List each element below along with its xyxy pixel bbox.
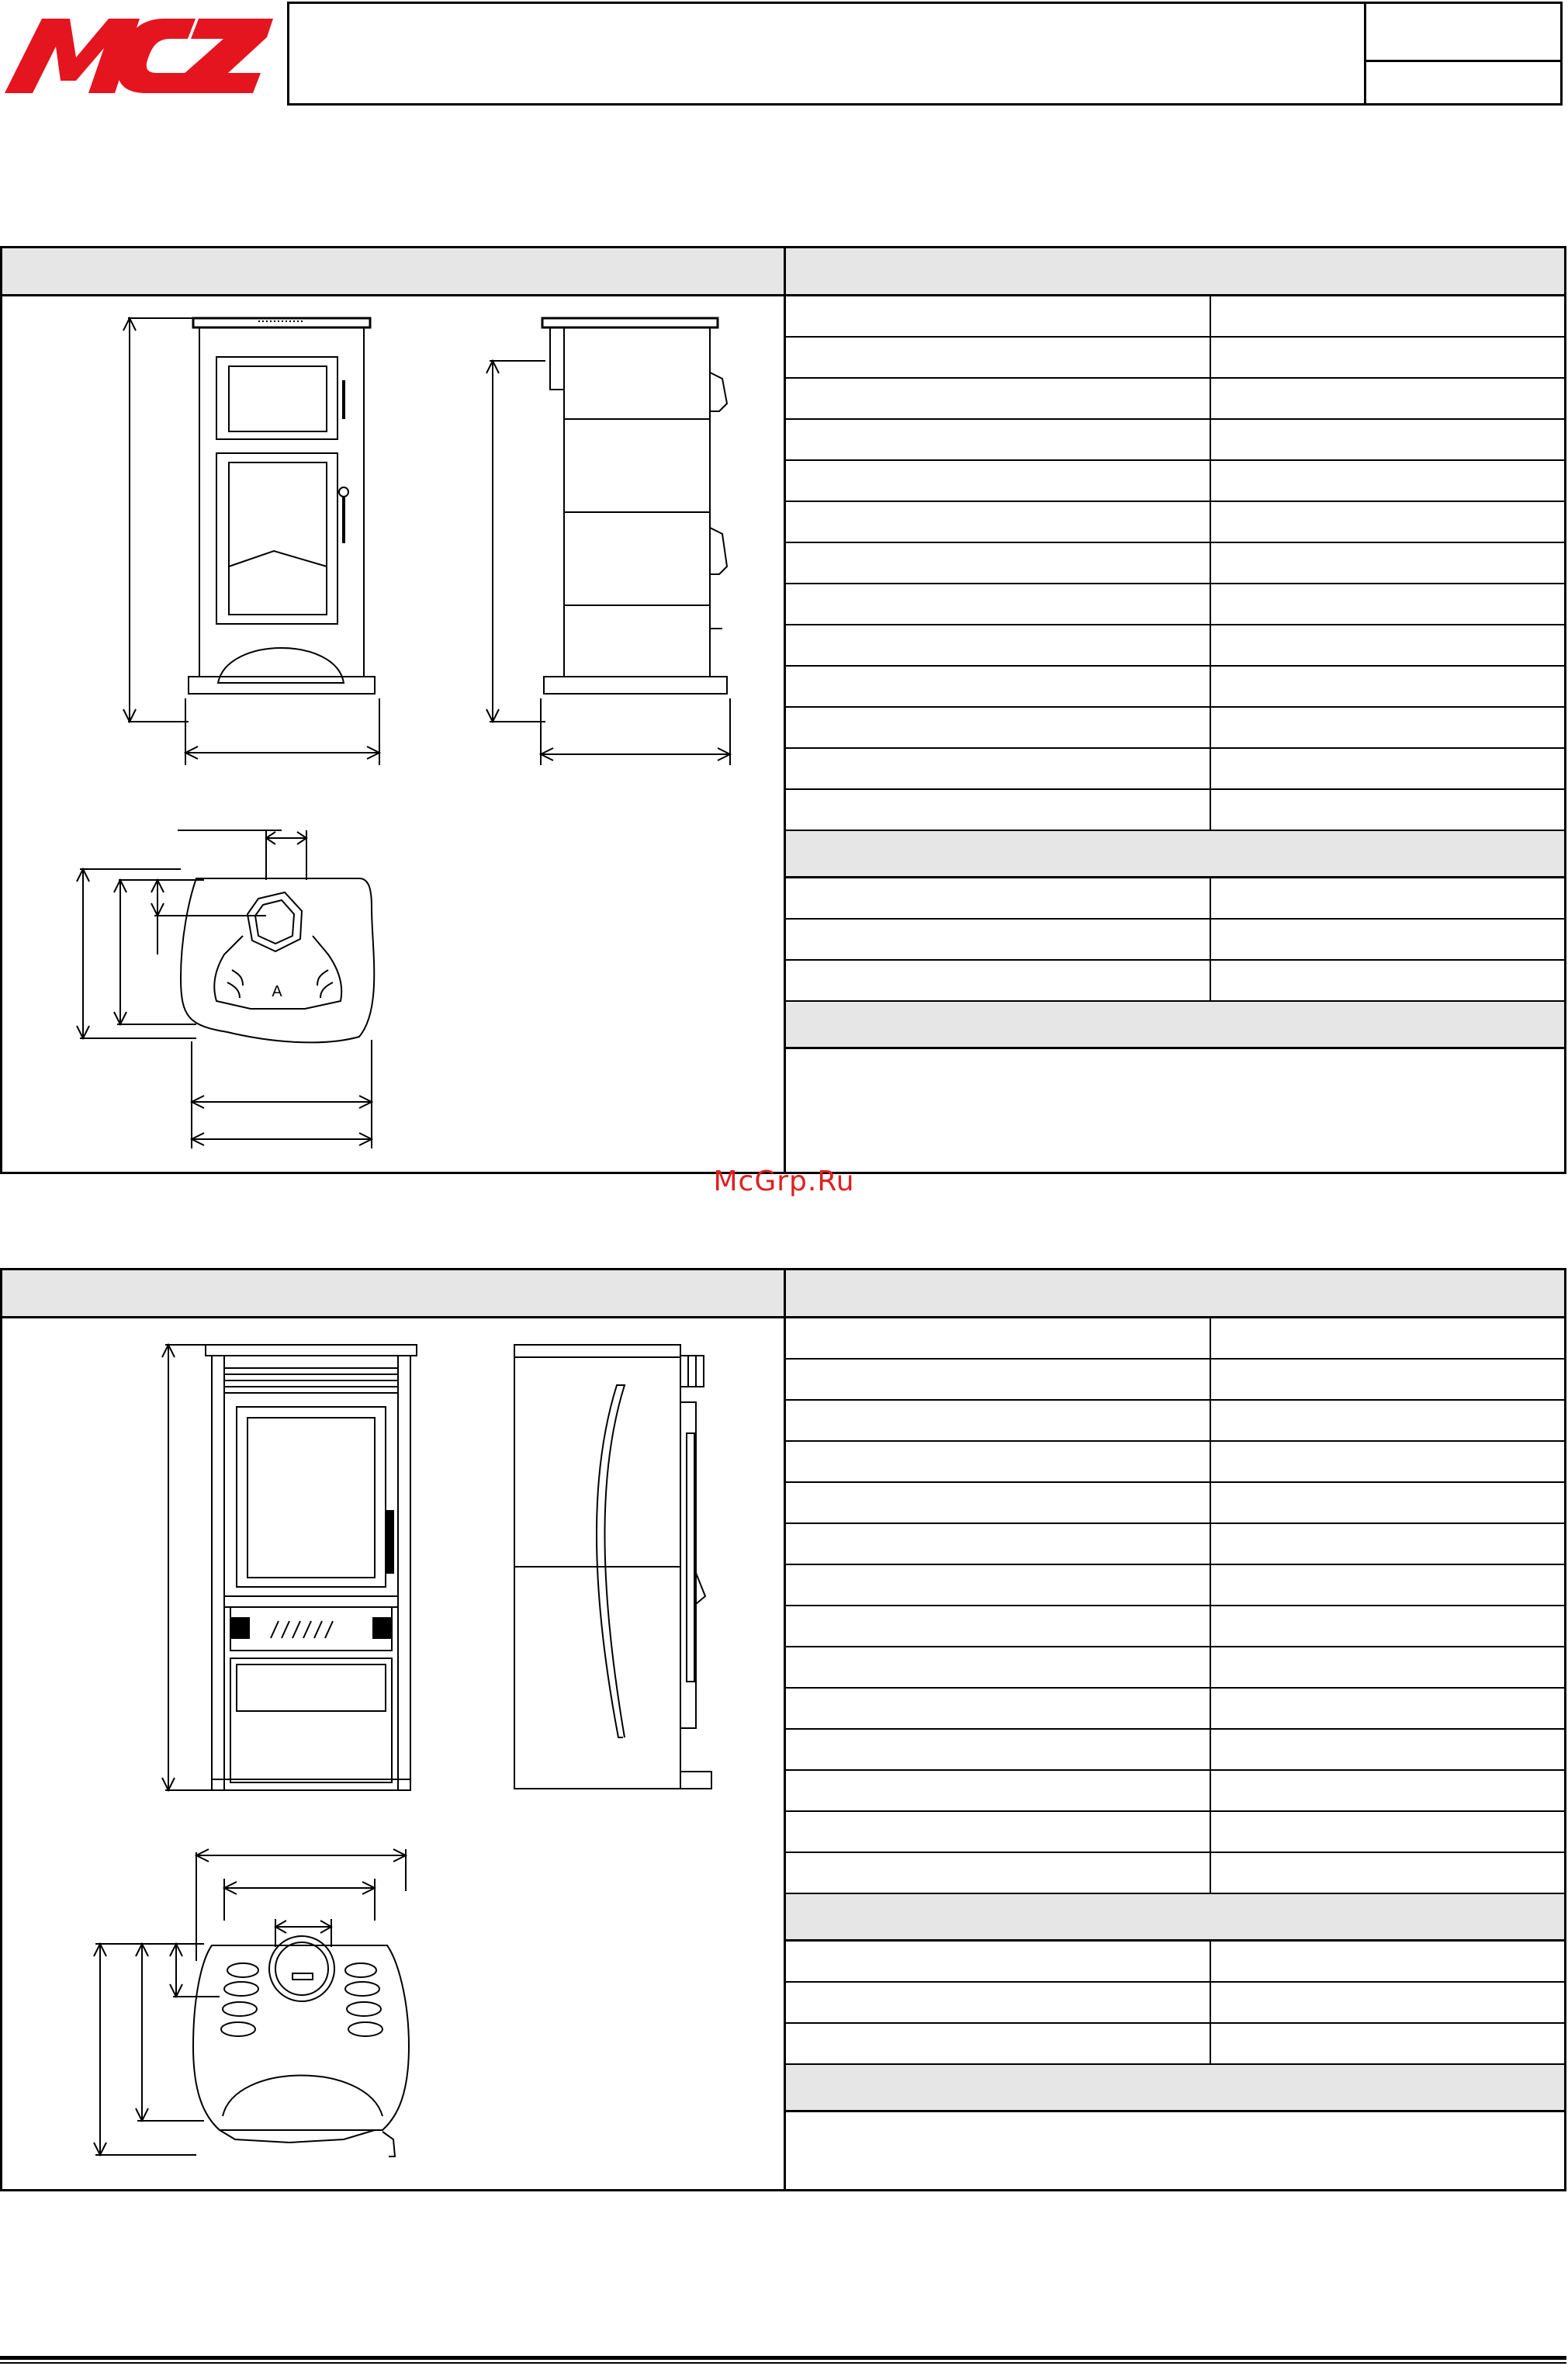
table-band-header xyxy=(786,2065,1564,2112)
table-row xyxy=(786,1647,1564,1689)
table-row xyxy=(786,667,1564,708)
table-row xyxy=(786,1983,1564,2024)
stove-2-top-view xyxy=(88,1845,429,2186)
table-row xyxy=(786,1483,1564,1524)
table-row xyxy=(786,1812,1564,1853)
table-row xyxy=(786,2024,1564,2065)
table-row xyxy=(786,1942,1564,1983)
table-row xyxy=(786,461,1564,502)
table-row xyxy=(786,338,1564,379)
table-row xyxy=(786,1853,1564,1894)
table-row xyxy=(786,420,1564,461)
table-row xyxy=(786,543,1564,584)
table-band-header xyxy=(786,1002,1564,1049)
table-row xyxy=(786,584,1564,625)
header-cell-divider xyxy=(1364,60,1563,62)
table-row xyxy=(786,1565,1564,1606)
stove-1-top-view xyxy=(72,823,398,1164)
table-row xyxy=(786,1730,1564,1771)
table-row xyxy=(786,296,1564,338)
table-row xyxy=(786,749,1564,790)
table-row xyxy=(786,1771,1564,1812)
product-section-1 xyxy=(0,246,1566,1174)
spec-table-2 xyxy=(786,1318,1564,2153)
table-row xyxy=(786,790,1564,831)
stove-1-side-view xyxy=(476,310,755,792)
table-row xyxy=(786,1401,1564,1442)
stove-2-side-view xyxy=(507,1340,739,1806)
table-row xyxy=(786,1689,1564,1730)
table-row xyxy=(786,920,1564,961)
table-row xyxy=(786,379,1564,420)
table-row xyxy=(786,1524,1564,1565)
table-band-header xyxy=(786,1894,1564,1942)
brand-logo xyxy=(5,14,273,93)
table-row xyxy=(786,961,1564,1002)
stove-2-front-view xyxy=(150,1340,429,1806)
notes-cell xyxy=(786,1049,1564,1090)
table-row xyxy=(786,1606,1564,1647)
table-row xyxy=(786,502,1564,543)
header-divider xyxy=(1364,4,1366,103)
table-row xyxy=(786,1360,1564,1401)
notes-cell xyxy=(786,2112,1564,2153)
watermark: McGrp.Ru xyxy=(713,1166,855,1197)
footer-rule xyxy=(0,2356,1566,2360)
table-row xyxy=(786,1442,1564,1483)
stove-1-front-view xyxy=(119,310,398,792)
table-row xyxy=(786,708,1564,749)
product-section-2 xyxy=(0,1268,1566,2191)
table-row xyxy=(786,625,1564,667)
table-band-header xyxy=(786,831,1564,878)
mcz-logo-mark xyxy=(5,14,273,93)
document-header xyxy=(287,2,1563,106)
drawing-label-a: A xyxy=(272,983,282,1000)
spec-table-1 xyxy=(786,296,1564,1090)
table-row xyxy=(786,1318,1564,1360)
footer-rule-thin xyxy=(0,2362,1566,2364)
table-row xyxy=(786,878,1564,920)
